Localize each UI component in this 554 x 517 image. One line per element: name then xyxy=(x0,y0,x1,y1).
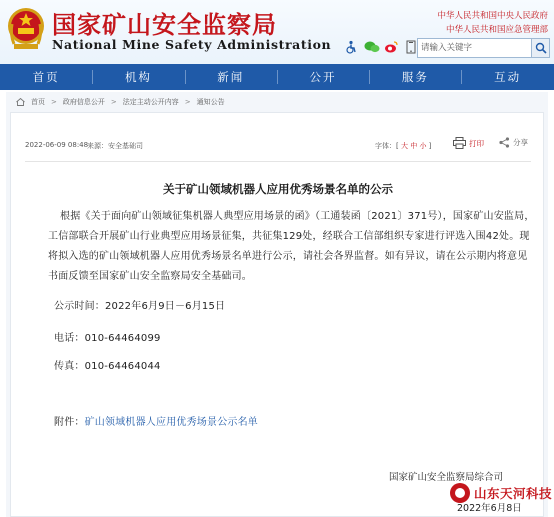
article-container xyxy=(10,112,544,517)
font-size-control xyxy=(375,141,431,151)
header-tools xyxy=(344,40,418,54)
weibo-icon[interactable] xyxy=(384,40,398,54)
site-title: 国家矿山安全监察局 xyxy=(52,10,277,39)
print-label: 打印 xyxy=(469,138,484,148)
nav-services[interactable]: 服务 xyxy=(369,64,461,90)
search-button[interactable] xyxy=(532,38,550,58)
font-size-end: ] xyxy=(428,142,432,150)
contact-fax: 传真：010-64464044 xyxy=(54,361,161,372)
font-small-button[interactable]: 小 xyxy=(419,142,427,150)
font-large-button[interactable]: 大 xyxy=(400,142,408,150)
nav-interaction[interactable]: 互动 xyxy=(461,64,553,90)
signature-date: 2022年6月8日 xyxy=(457,503,522,514)
nav-organization[interactable]: 机构 xyxy=(92,64,184,90)
attachment-label: 附件： xyxy=(54,417,85,428)
printer-icon xyxy=(453,137,466,149)
watermark-text: 山东天河科技 xyxy=(474,486,553,501)
watermark xyxy=(450,483,552,503)
breadcrumb-separator: > xyxy=(184,98,191,106)
page-frame xyxy=(6,92,548,517)
gov-links xyxy=(437,9,548,37)
contact-phone: 电话：010-64464099 xyxy=(54,333,161,344)
wechat-icon[interactable] xyxy=(364,40,378,54)
breadcrumb-gov-info[interactable]: 政府信息公开 xyxy=(62,98,105,106)
article-title: 关于矿山领域机器人应用优秀场景名单的公示 xyxy=(163,182,393,196)
publish-date: 2022-06-09 08:48 xyxy=(25,141,89,149)
share-label: 分享 xyxy=(513,138,528,147)
nav-news[interactable]: 新闻 xyxy=(185,64,277,90)
meta-divider xyxy=(25,161,531,162)
share-icon xyxy=(499,137,510,148)
search-icon xyxy=(535,42,547,54)
gov-link-emergency[interactable]: 中华人民共和国应急管理部 xyxy=(445,25,548,35)
nav-home[interactable]: 首页 xyxy=(32,70,60,84)
accessibility-icon[interactable] xyxy=(344,40,358,54)
article-source: 来源：安全基础司 xyxy=(87,142,143,150)
breadcrumb xyxy=(16,97,225,107)
share-button[interactable] xyxy=(499,137,528,148)
breadcrumb-statutory[interactable]: 法定主动公开内容 xyxy=(122,98,179,106)
breadcrumb-home[interactable]: 首页 xyxy=(31,98,45,106)
signature-org: 国家矿山安全监察局综合司 xyxy=(389,472,504,483)
search-input[interactable]: 请输入关键字 xyxy=(417,38,532,58)
attachment-link[interactable]: 矿山领域机器人应用优秀场景公示名单 xyxy=(84,417,259,428)
site-header xyxy=(0,0,554,64)
breadcrumb-separator: > xyxy=(110,98,117,106)
font-size-label: 字体：[ xyxy=(375,142,399,150)
article-paragraph: 根据《关于面向矿山领域征集机器人典型应用场景的函》（工通装函〔2021〕371号），国家矿山安监局，工信部联合开展矿山行业典型应用场景征集，共征集129处，经联合工信部组织专家进行评选入围42处。现将拟入选的矿山领域机器人应用优秀场景名单进行公示，请社会各界监督。如有异议，请在公示期内将意见书面反馈至国家矿山安全监察局安全基础司。 xyxy=(48,211,535,282)
attachment-line xyxy=(54,413,258,428)
announcement-period: 公示时间：2022年6月9日－6月15日 xyxy=(54,301,226,312)
gov-link-central[interactable]: 中华人民共和国中央人民政府 xyxy=(437,11,548,21)
breadcrumb-separator: > xyxy=(51,98,57,106)
app-icon[interactable] xyxy=(404,40,418,54)
home-icon xyxy=(16,98,25,106)
print-button[interactable] xyxy=(453,137,484,149)
site-title-en: National Mine Safety Administration xyxy=(52,37,332,52)
watermark-logo-icon xyxy=(450,483,470,503)
national-emblem-icon xyxy=(6,4,46,54)
nav-disclosure[interactable]: 公开 xyxy=(277,64,369,90)
main-nav xyxy=(0,64,554,90)
font-medium-button[interactable]: 中 xyxy=(410,142,418,150)
breadcrumb-notices[interactable]: 通知公告 xyxy=(196,98,225,106)
